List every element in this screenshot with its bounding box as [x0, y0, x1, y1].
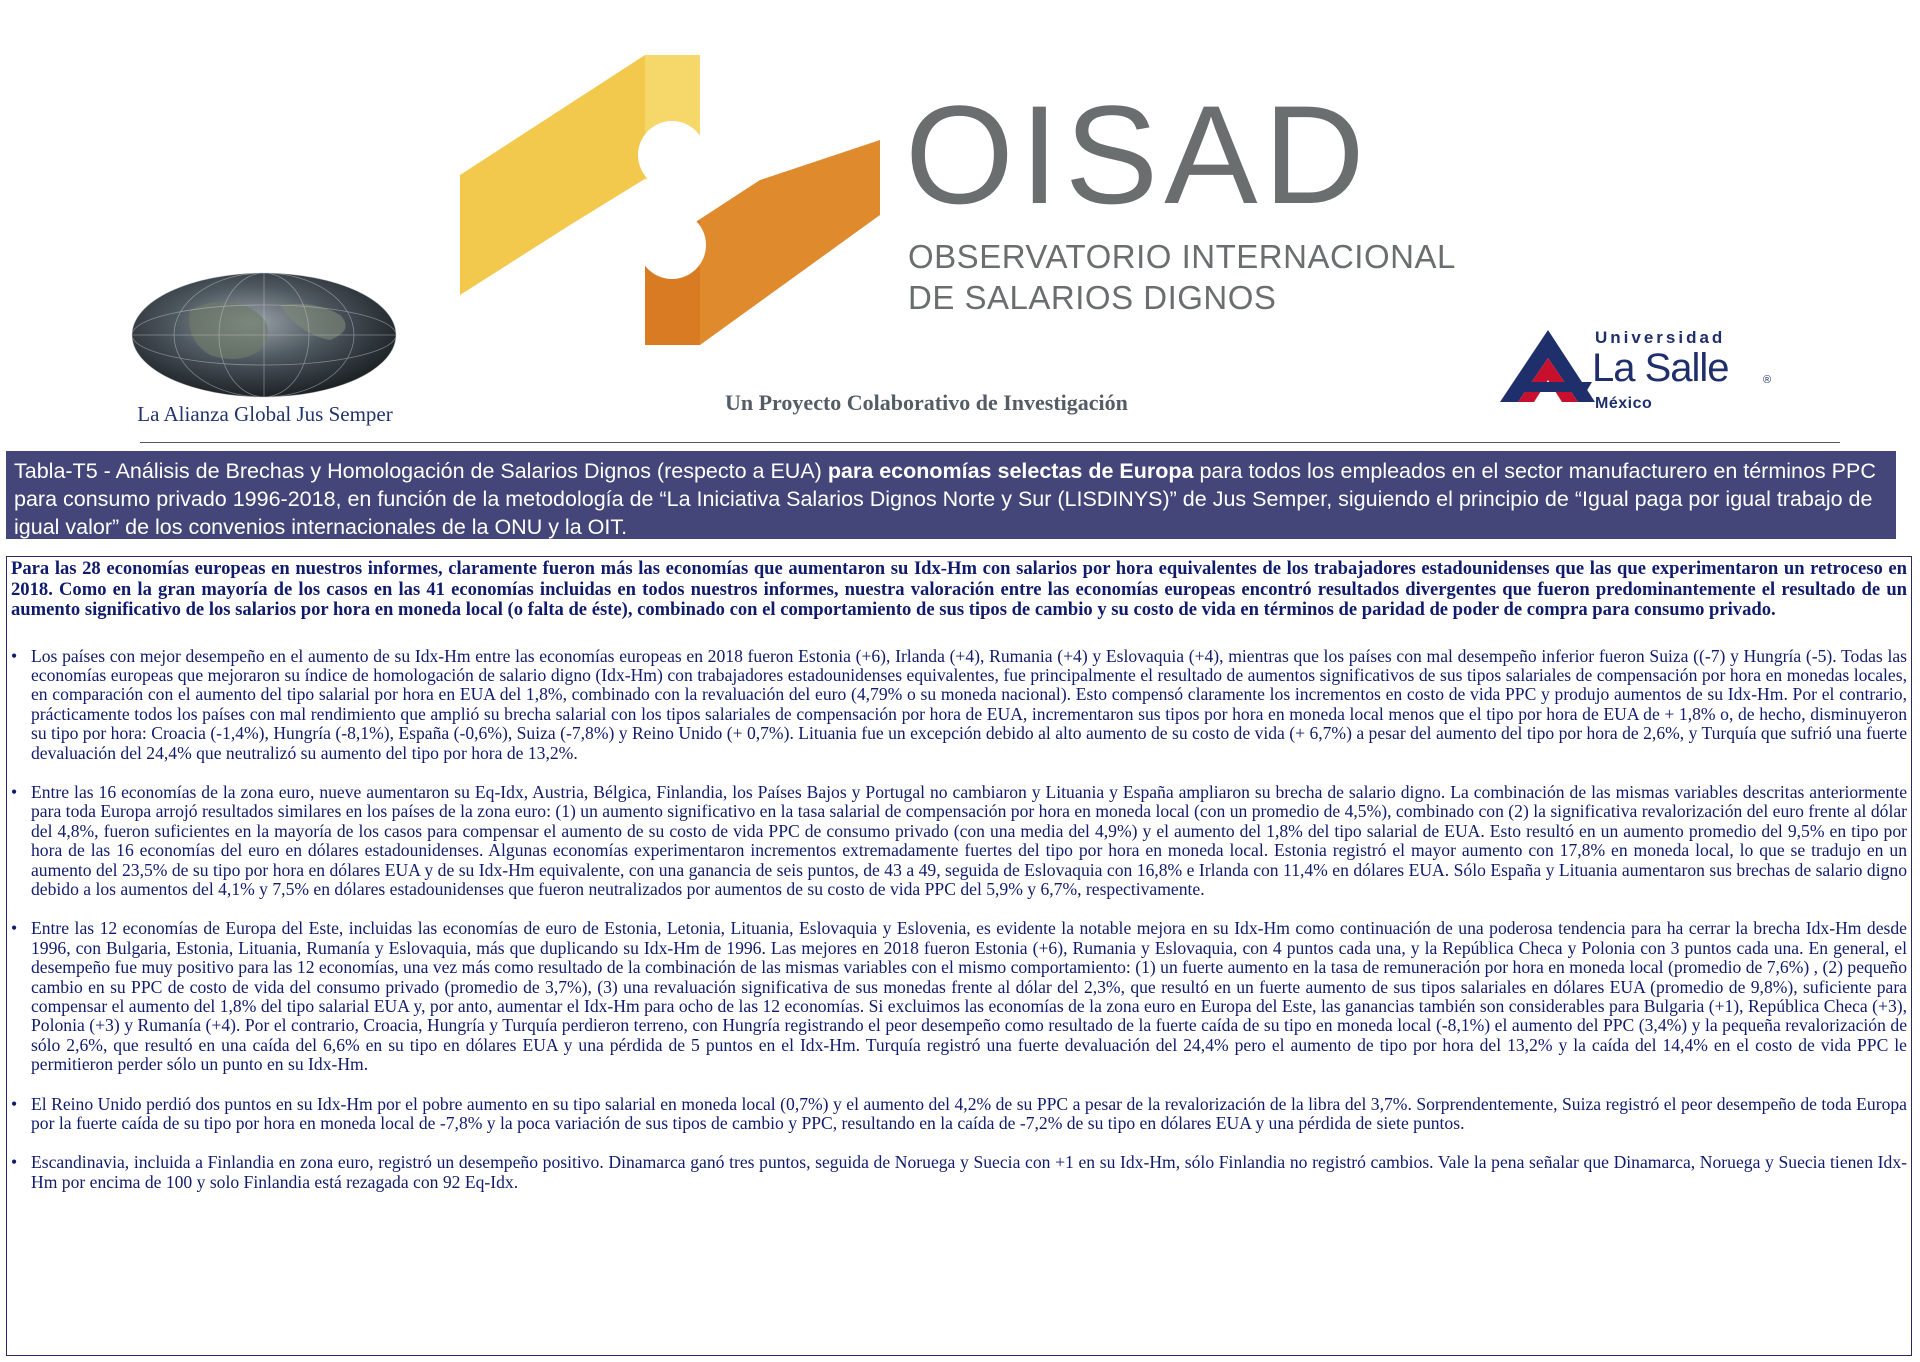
- bullet-item: [11, 647, 1907, 763]
- alianza-label: La Alianza Global Jus Semper: [137, 402, 393, 426]
- bullet-text: Entre las 12 economías de Europa del Este, incluidas las economías de euro de Estonia, Letonia, Lituania, Eslovaquia y Eslovenia, es evidente la notable mejora en su Idx-Hm como continuación de una poderosa tendencia para ha cerrar la brecha Idx-Hm desde 1996, con Bulgaria, Estonia, Lituania, Rumanía y Eslovaquia, más que duplicando su Idx-Hm de 1996. Las mejores en 2018 fueron Estonia (+6), Rumania y Eslovaquia, con 4 puntos cada una, y la República Checa y Polonia con 3 puntos cada una. En general, el desempeño fue muy positivo para las 12 economías, una vez más como resultado de la combinación de las mismas variables con el mismo comportamiento: (1) un fuerte aumento en la tasa de remuneración por hora en moneda local (promedio de 7,6%) , (2) pequeño cambio en su PPC de costo de vida del consumo privado (promedio de 3,7%), (3) una revaluación significativa de sus monedas frente al dólar del 2,3%, que resultó en un fuerte aumento de sus tipos salariales en dólares EUA (promedio de 9,8%), suficiente para compensar el aumento del 1,8% del tipo salarial EUA y, por anto, aumentar el Idx-Hm para ocho de las 12 economías. Si excluimos las economías de la zona euro en Europa del Este, las ganancias también son considerables para Bulgaria (+1), República Checa (+3), Polonia (+3) y Rumanía (+4). Por el contrario, Croacia, Hungría y Turquía perdieron terreno, con Hungría registrando el peor desempeño como resultado de la fuerte caída de su tipo en moneda local (-8,1%) el aumento del PPC (3,4%) y la pequeña revalorización de sólo 2,6%, que resultó en una caída del 6,6% en su tipo en dólares EUA y una pérdida de 5 puntos en el Idx-Hm. Turquía registró una fuerte devaluación del 24,4% pero el aumento de tipo por hora del 13,2% y la caída del 14,4% en el costo de vida PPC le permitieron perder sólo un punto en su Idx-Hm.: [31, 918, 1907, 1075]
- banner-text-bold: para economías selectas de Europa: [827, 459, 1194, 483]
- bullet-dot: •: [11, 918, 18, 939]
- lasalle-registered-mark: ®: [1763, 374, 1772, 386]
- bullet-dot: •: [11, 645, 18, 666]
- bullet-text: El Reino Unido perdió dos puntos en su Idx-Hm por el pobre aumento en su tipo salarial en moneda local (0,7%) y el aumento del 4,2% de su PPC a pesar de la revalorización de la libra del 3,7%. Sorprendentemente, Suiza registró el peor desempeño de toda Europa por la fuerte caída de su tipo por hora en moneda local de -7,8% y la poca variación de sus tipos de cambio y PPC, resultando en la caída de -7,2% de su tipo en dólares EUA y una pérdida de siete puntos.: [31, 1093, 1907, 1134]
- lasalle-name: La Salle: [1592, 346, 1729, 390]
- globe-icon: [130, 270, 398, 400]
- banner-text-part2: para todos los empleados en el sector manufacturero en términos PPC para consumo privado 1996-2018, en función de la metodología de “La Iniciativa Salarios Dignos Norte y Sur (LISDINYS)” de Jus Semper, siguiendo el principio de “Igual paga por igual trabajo de igual valor” de los convenios internacionales de la ONU y la OIT.: [14, 459, 1876, 539]
- oisad-logo-mark: [460, 55, 880, 345]
- bullet-dot: •: [11, 1093, 18, 1114]
- bullet-text: Escandinavia, incluida a Finlandia en zona euro, registró un desempeño positivo. Dinamarca ganó tres puntos, seguida de Noruega y Suecia con +1 en su Idx-Hm, sólo Finlandia no registró cambios. Vale la pena señalar que Dinamarca, Noruega y Suecia tienen Idx-Hm por encima de 100 y solo Finlandia está rezagada con 92 Eq-Idx.: [31, 1152, 1907, 1192]
- bullet-item: [11, 919, 1907, 1074]
- lasalle-top-label: Universidad: [1595, 328, 1726, 347]
- bullet-dot: •: [11, 781, 18, 802]
- lasalle-logo-mark: [1500, 330, 1595, 410]
- oisad-wordmark: OISAD: [905, 76, 1371, 233]
- oisad-subtitle-line1: OBSERVATORIO INTERNACIONAL: [908, 238, 1456, 275]
- bullet-item: [11, 1153, 1907, 1192]
- proyecto-label: Un Proyecto Colaborativo de Investigación: [725, 390, 1128, 415]
- intro-paragraph: Para las 28 economías europeas en nuestros informes, claramente fueron más las economías que aumentaron su Idx-Hm con salarios por hora equivalentes de los trabajadores estadounidenses que las que experimentaron un retroceso en 2018. Como en la gran mayoría de los casos en las 41 economías incluidas en todos nuestros informes, nuestra valoración entre las economías europeas encontró resultados divergentes que fueron predominantemente el resultado de un aumento significativo de los salarios por hora en moneda local (o falta de éste), combinado con el comportamiento de sus tipos de cambio y su costo de vida en términos de paridad de poder de compra para consumo privado.: [11, 558, 1907, 620]
- bullet-text: Entre las 16 economías de la zona euro, nueve aumentaron su Eq-Idx, Austria, Bélgica, Finlandia, los Países Bajos y Portugal no cambiaron y Lituania y España ampliaron su brecha de salario digno. La combinación de las mismas variables descritas anteriormente para toda Europa arrojó resultados similares en los países de la zona euro: (1) un aumento significativo en la tasa salarial de compensación por hora en moneda local (con un promedio de 4,5%), combinado con (2) la significativa revalorización del euro frente al dólar del 4,8%, fueron suficientes en la mayoría de los casos para compensar el aumento de su costo de vida PPC de consumo privado (con una media del 4,9%) y el aumento del 1,8% del tipo salarial de EUA. Esto resultó en un aumento promedio del 9,5% en tipo por hora de las 16 economías del euro en dólares estadounidenses. Algunas economías experimentaron incrementos extremadamente fuertes del tipo por hora en moneda local. Estonia registró el mayor aumento con 17,8% en moneda local, lo que se tradujo en un aumento del 23,5% de su tipo por hora en dólares EUA y de su Idx-Hm equivalente, con una ganancia de seis puntos, de 43 a 49, seguida de Eslovaquia con 16,8% e Irlanda con 11,4% en dólares EUA. Sólo España y Lituania aumentaron sus brechas de salario digno debido a los aumentos del 4,1% y 7,5% en dólares estadounidenses que fueron neutralizados por aumentos de su costo de vida PPC del 5,9% y 6,7%, respectivamente.: [31, 781, 1907, 899]
- summary-box: [6, 556, 1912, 1356]
- bullet-text: Los países con mejor desempeño en el aumento de su Idx-Hm entre las economías europeas en 2018 fueron Estonia (+6), Irlanda (+4), Rumania (+4) y Eslovaquia (+4), mientras que los países con mal desempeño inferior fueron Suiza ((-7) y Hungría (-5). Todas las economías europeas que mejoraron su índice de homologación de salario digno (Idx-Hm) con trabajadores estadounidenses equivalentes, fue principalmente el resultado de aumentos significativos de sus tipos salariales de compensación por hora en monedas locales, en comparación con el aumento del tipo salarial por hora en EUA del 1,8%, combinado con la revaluación del euro (4,79% o su moneda nacional). Esto compensó claramente los incrementos en costo de vida PPC y produjo aumentos de su Idx-Hm. Por el contrario, prácticamente todos los países con mal rendimiento que amplió su brecha salarial con los tipos salariales de compensación por hora de EUA, incrementaron sus tipos por hora en moneda local menos que el tipo por hora de EUA de + 1,8% o, de hecho, disminuyeron su tipo por hora: Croacia (-1,4%), Hungría (-8,1%), España (-0,6%), Suiza (-7,8%) y Reino Unido (+ 0,7%). Lituania fue un excepción debido al alto aumento de su costo de vida (+ 6,7%) a pesar del aumento del tipo por hora de 2,6%, y Turquía que sufrió una fuerte devaluación del 24,4% que neutralizó su aumento del tipo por hora de 13,2%.: [31, 645, 1907, 763]
- bullet-dot: •: [11, 1152, 18, 1173]
- bullet-item: [11, 783, 1907, 899]
- header-divider: [140, 442, 1840, 443]
- lasalle-bottom-label: México: [1595, 395, 1653, 412]
- oisad-subtitle-line2: DE SALARIOS DIGNOS: [908, 279, 1277, 316]
- bullet-item: [11, 1095, 1907, 1134]
- banner-text-part1: Tabla-T5 - Análisis de Brechas y Homologación de Salarios Dignos (respecto a EUA): [14, 459, 828, 483]
- title-banner: [6, 451, 1896, 539]
